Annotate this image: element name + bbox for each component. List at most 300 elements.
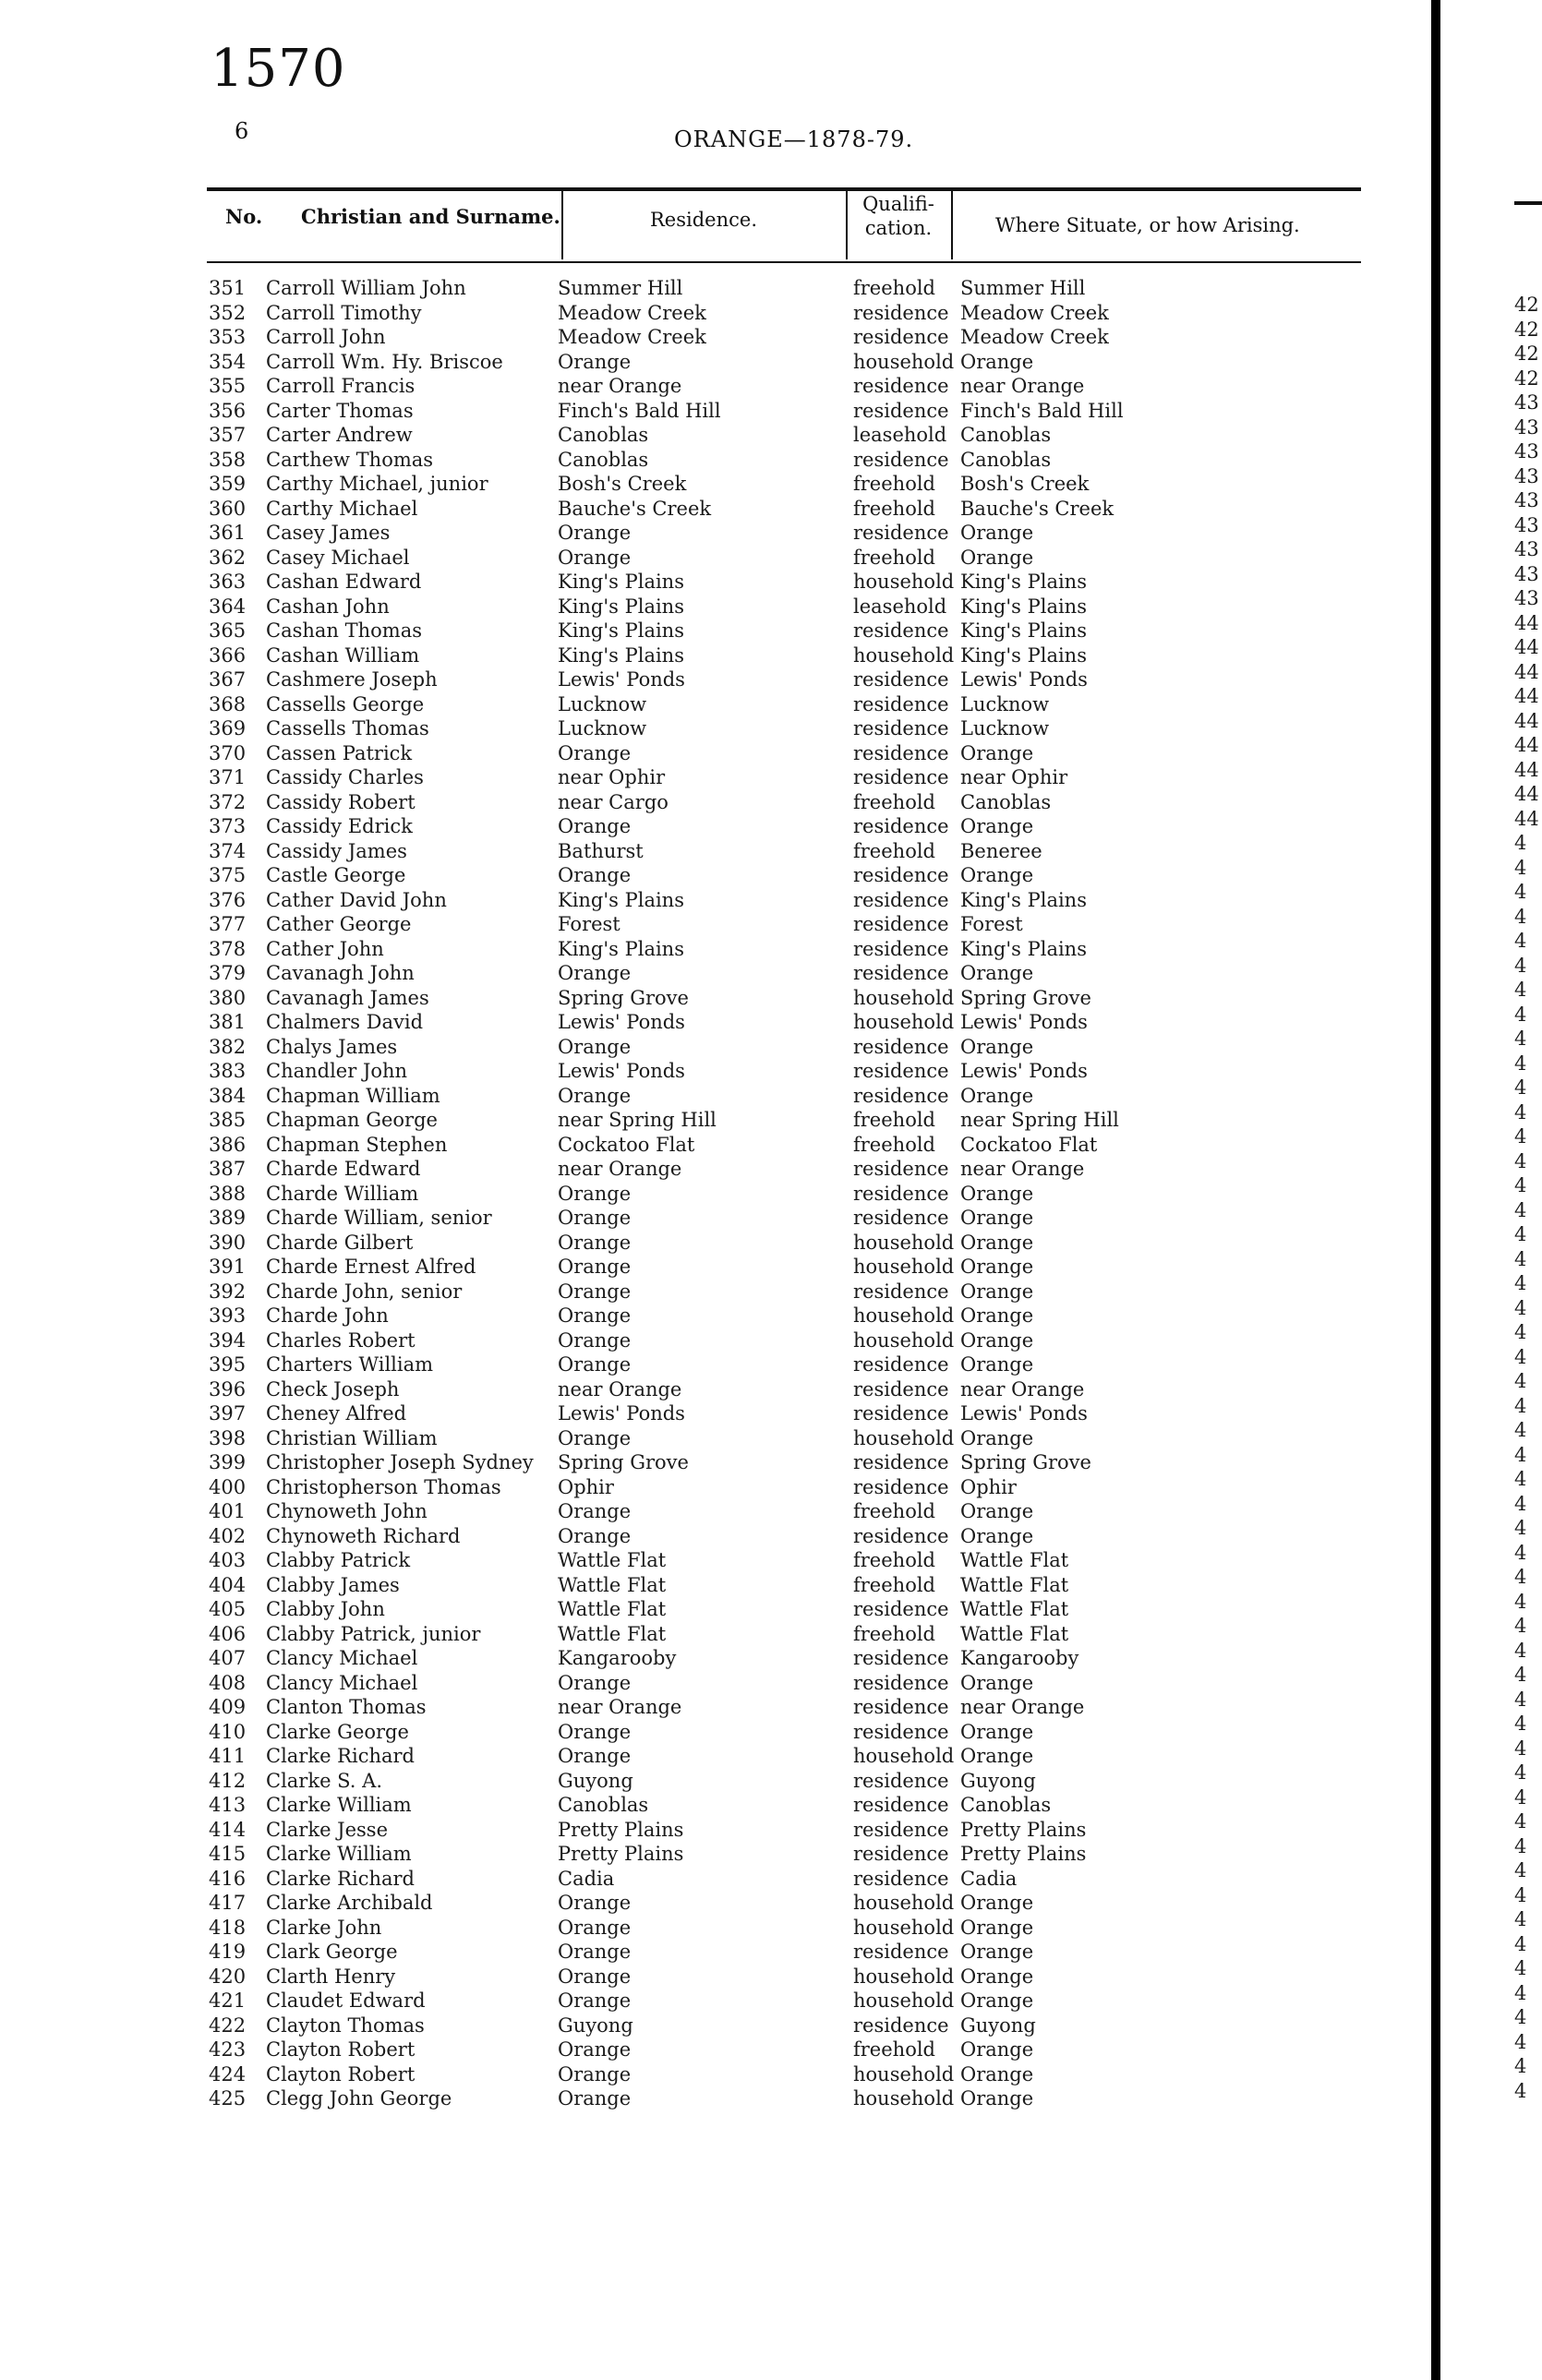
elector-name: Charters William xyxy=(266,1353,434,1376)
entry-number: 389 xyxy=(209,1207,247,1229)
entry-number: 395 xyxy=(209,1353,247,1376)
qualification: residence xyxy=(853,1671,949,1694)
entry-number: 391 xyxy=(209,1256,247,1278)
entry-number: 412 xyxy=(209,1769,247,1792)
table-row xyxy=(0,791,1431,816)
where-situate: Guyong xyxy=(960,1769,1036,1792)
qualification: residence xyxy=(853,692,949,715)
entry-number: 420 xyxy=(209,1965,247,1988)
elector-name: Clancy Michael xyxy=(266,1671,418,1694)
header-top-rule xyxy=(207,187,1361,191)
header-name: Christian and Surname. xyxy=(301,205,560,228)
qualification: residence xyxy=(853,1377,949,1400)
residence: Wattle Flat xyxy=(558,1573,667,1596)
elector-name: Chapman William xyxy=(266,1084,440,1107)
residence: Lewis' Ponds xyxy=(558,1011,685,1033)
elector-name: Cather George xyxy=(266,913,412,935)
table-row xyxy=(0,693,1431,718)
qualification: residence xyxy=(853,1207,949,1229)
entry-number: 421 xyxy=(209,1989,247,2012)
where-situate: Bauche's Creek xyxy=(960,497,1114,520)
elector-name: Cassells Thomas xyxy=(266,717,429,739)
elector-name: Cassells George xyxy=(266,692,425,715)
where-situate: Orange xyxy=(960,1182,1034,1205)
qualification: residence xyxy=(853,815,949,837)
elector-name: Clarke Jesse xyxy=(266,1818,388,1841)
elector-name: Cassidy Charles xyxy=(266,766,424,788)
residence: Bauche's Creek xyxy=(558,497,712,520)
adjacent-page-number: 4 xyxy=(1514,930,1527,952)
residence: Guyong xyxy=(558,2013,633,2037)
table-row xyxy=(0,1525,1431,1550)
table-row xyxy=(0,1696,1431,1721)
adjacent-page-rule xyxy=(1514,201,1542,205)
entry-number: 358 xyxy=(209,448,247,471)
elector-name: Clabby James xyxy=(266,1573,400,1596)
residence: King's Plains xyxy=(558,619,684,642)
residence: Wattle Flat xyxy=(558,1549,667,1571)
elector-list xyxy=(0,277,1431,2112)
adjacent-page-number: 4 xyxy=(1514,1394,1527,1417)
adjacent-page-number: 4 xyxy=(1514,1125,1527,1148)
adjacent-page-number: 4 xyxy=(1514,1003,1527,1026)
table-row xyxy=(0,1036,1431,1061)
table-row xyxy=(0,1819,1431,1844)
adjacent-page-number: 4 xyxy=(1514,1443,1527,1466)
entry-number: 394 xyxy=(209,1328,247,1352)
residence: near Ophir xyxy=(558,766,666,788)
adjacent-page-number: 4 xyxy=(1514,1761,1527,1784)
table-row xyxy=(0,473,1431,498)
adjacent-page-number: 4 xyxy=(1514,1028,1527,1050)
adjacent-page-number: 4 xyxy=(1514,1566,1527,1588)
qualification: freehold xyxy=(853,790,935,813)
where-situate: Orange xyxy=(960,741,1034,764)
elector-name: Clabby Patrick xyxy=(266,1549,411,1571)
entry-number: 400 xyxy=(209,1475,247,1498)
where-situate: Orange xyxy=(960,1353,1034,1376)
table-row xyxy=(0,889,1431,914)
qualification: residence xyxy=(853,1451,949,1473)
entry-number: 353 xyxy=(209,326,247,348)
table-row xyxy=(0,302,1431,327)
table-row xyxy=(0,1989,1431,2014)
where-situate: Orange xyxy=(960,1916,1034,1939)
entry-number: 376 xyxy=(209,888,247,911)
adjacent-page-number: 4 xyxy=(1514,1541,1527,1564)
qualification: residence xyxy=(853,1598,949,1620)
elector-name: Cashan Thomas xyxy=(266,619,422,642)
entry-number: 392 xyxy=(209,1280,247,1303)
where-situate: Orange xyxy=(960,1941,1034,1963)
adjacent-page-number: 4 xyxy=(1514,2055,1527,2077)
adjacent-page-number: 4 xyxy=(1514,1198,1527,1221)
residence: Lewis' Ponds xyxy=(558,668,685,691)
entry-number: 360 xyxy=(209,497,247,520)
table-row xyxy=(0,1843,1431,1868)
where-situate: Lewis' Ponds xyxy=(960,668,1088,691)
where-situate: Orange xyxy=(960,815,1034,837)
elector-name: Christian William xyxy=(266,1426,438,1449)
where-situate: Lucknow xyxy=(960,717,1050,739)
elector-name: Carter Thomas xyxy=(266,399,414,422)
elector-name: Clarke John xyxy=(266,1916,382,1939)
elector-name: Chalys James xyxy=(266,1035,398,1058)
where-situate: Orange xyxy=(960,1671,1034,1694)
entry-number: 377 xyxy=(209,913,247,935)
residence: King's Plains xyxy=(558,571,684,593)
table-row xyxy=(0,1353,1431,1378)
residence: Spring Grove xyxy=(558,1451,689,1473)
entry-number: 414 xyxy=(209,1818,247,1841)
adjacent-page-number: 4 xyxy=(1514,1468,1527,1490)
adjacent-page-number: 4 xyxy=(1514,1149,1527,1172)
adjacent-page-number: 4 xyxy=(1514,1834,1527,1857)
residence: Lucknow xyxy=(558,717,647,739)
qualification: leasehold xyxy=(853,424,947,446)
where-situate: near Orange xyxy=(960,1696,1085,1718)
table-row xyxy=(0,668,1431,693)
where-situate: Orange xyxy=(960,2062,1034,2086)
adjacent-page-number: 4 xyxy=(1514,905,1527,928)
where-situate: Lucknow xyxy=(960,692,1050,715)
page-number: 6 xyxy=(235,118,249,144)
entry-number: 399 xyxy=(209,1451,247,1473)
table-row xyxy=(0,815,1431,840)
adjacent-page-number: 43 xyxy=(1514,391,1539,414)
elector-name: Cather David John xyxy=(266,888,447,911)
qualification: residence xyxy=(853,1475,949,1498)
where-situate: Orange xyxy=(960,522,1034,544)
entry-number: 359 xyxy=(209,473,247,495)
qualification: residence xyxy=(853,1941,949,1963)
where-situate: Orange xyxy=(960,1304,1034,1327)
table-row xyxy=(0,400,1431,425)
residence: Lucknow xyxy=(558,692,647,715)
residence: Orange xyxy=(558,522,632,544)
adjacent-page-number: 44 xyxy=(1514,660,1539,683)
where-situate: King's Plains xyxy=(960,595,1087,618)
residence: Meadow Creek xyxy=(558,326,706,348)
qualification: residence xyxy=(853,668,949,691)
table-row xyxy=(0,1158,1431,1183)
residence: Lewis' Ponds xyxy=(558,1060,685,1082)
entry-number: 373 xyxy=(209,815,247,837)
elector-name: Cather John xyxy=(266,937,384,960)
qualification: residence xyxy=(853,1060,949,1082)
elector-name: Clarke Richard xyxy=(266,1867,415,1890)
qualification: household xyxy=(853,1328,955,1352)
adjacent-page-number: 4 xyxy=(1514,1908,1527,1930)
adjacent-page-number: 4 xyxy=(1514,1517,1527,1539)
adjacent-page-number: 44 xyxy=(1514,783,1539,805)
residence: Orange xyxy=(558,1231,632,1254)
residence: Canoblas xyxy=(558,424,649,446)
adjacent-page-number: 43 xyxy=(1514,513,1539,536)
where-situate: King's Plains xyxy=(960,937,1087,960)
entry-number: 384 xyxy=(209,1084,247,1107)
header-where: Where Situate, or how Arising. xyxy=(995,214,1300,236)
table-row xyxy=(0,326,1431,351)
entry-number: 415 xyxy=(209,1843,247,1865)
qualification: freehold xyxy=(853,2038,935,2061)
elector-name: Christopher Joseph Sydney xyxy=(266,1451,534,1473)
where-situate: near Orange xyxy=(960,375,1085,397)
residence: Summer Hill xyxy=(558,277,683,299)
residence: Orange xyxy=(558,1084,632,1107)
elector-name: Castle George xyxy=(266,864,406,886)
header-qualification: Qualifi-cation. xyxy=(862,193,934,239)
qualification: household xyxy=(853,1965,955,1988)
where-situate: Forest xyxy=(960,913,1023,935)
adjacent-page-number: 43 xyxy=(1514,415,1539,439)
adjacent-page-number: 4 xyxy=(1514,2079,1527,2102)
adjacent-page-number: 4 xyxy=(1514,856,1527,879)
adjacent-page-number: 4 xyxy=(1514,1615,1527,1637)
header-residence: Residence. xyxy=(650,209,757,231)
where-situate: Orange xyxy=(960,1035,1034,1058)
entry-number: 357 xyxy=(209,424,247,446)
adjacent-page-number: 4 xyxy=(1514,2030,1527,2053)
entry-number: 368 xyxy=(209,692,247,715)
qualification: residence xyxy=(853,1353,949,1376)
qualification: residence xyxy=(853,937,949,960)
entry-number: 388 xyxy=(209,1182,247,1205)
qualification: residence xyxy=(853,1158,949,1180)
table-row xyxy=(0,1011,1431,1036)
qualification: leasehold xyxy=(853,595,947,618)
adjacent-page-number: 43 xyxy=(1514,538,1539,560)
qualification: household xyxy=(853,1426,955,1449)
qualification: household xyxy=(853,1256,955,1278)
residence: Cadia xyxy=(558,1867,615,1890)
where-situate: Orange xyxy=(960,1084,1034,1107)
residence: Orange xyxy=(558,962,632,984)
table-row xyxy=(0,1060,1431,1085)
column-divider xyxy=(846,191,848,259)
qualification: residence xyxy=(853,1696,949,1718)
entry-number: 424 xyxy=(209,2062,247,2086)
entry-number: 379 xyxy=(209,962,247,984)
where-situate: Wattle Flat xyxy=(960,1573,1069,1596)
residence: Bathurst xyxy=(558,839,644,862)
elector-name: Charde John, senior xyxy=(266,1280,463,1303)
elector-name: Clabby Patrick, junior xyxy=(266,1622,481,1645)
table-row xyxy=(0,987,1431,1012)
qualification: freehold xyxy=(853,1500,935,1522)
table-row xyxy=(0,571,1431,595)
adjacent-page-number: 4 xyxy=(1514,1639,1527,1662)
elector-name: Chapman George xyxy=(266,1109,438,1131)
residence: Bosh's Creek xyxy=(558,473,687,495)
where-situate: Lewis' Ponds xyxy=(960,1402,1088,1424)
qualification: household xyxy=(853,571,955,593)
table-row xyxy=(0,277,1431,302)
adjacent-page-number: 44 xyxy=(1514,709,1539,732)
adjacent-page-number: 4 xyxy=(1514,1932,1527,1955)
entry-number: 398 xyxy=(209,1426,247,1449)
adjacent-page-number: 4 xyxy=(1514,1981,1527,2004)
adjacent-page-number: 4 xyxy=(1514,1223,1527,1245)
elector-name: Clark George xyxy=(266,1941,398,1963)
elector-name: Carthew Thomas xyxy=(266,448,434,471)
entry-number: 375 xyxy=(209,864,247,886)
where-situate: near Spring Hill xyxy=(960,1109,1119,1131)
table-row xyxy=(0,595,1431,620)
entry-number: 413 xyxy=(209,1794,247,1816)
adjacent-page-number: 4 xyxy=(1514,1737,1527,1760)
where-situate: King's Plains xyxy=(960,643,1087,667)
residence: Meadow Creek xyxy=(558,301,706,324)
where-situate: Orange xyxy=(960,1426,1034,1449)
qualification: residence xyxy=(853,1867,949,1890)
residence: King's Plains xyxy=(558,643,684,667)
residence: Orange xyxy=(558,1524,632,1547)
residence: Lewis' Ponds xyxy=(558,1402,685,1424)
entry-number: 419 xyxy=(209,1941,247,1963)
qualification: residence xyxy=(853,1843,949,1865)
elector-name: Carroll Francis xyxy=(266,375,416,397)
where-situate: Cockatoo Flat xyxy=(960,1133,1098,1156)
elector-name: Carter Andrew xyxy=(266,424,413,446)
where-situate: Orange xyxy=(960,2038,1034,2061)
residence: Orange xyxy=(558,1304,632,1327)
residence: Kangarooby xyxy=(558,1647,677,1669)
entry-number: 370 xyxy=(209,741,247,764)
qualification: residence xyxy=(853,766,949,788)
table-row xyxy=(0,449,1431,474)
table-row xyxy=(0,962,1431,987)
qualification: freehold xyxy=(853,1133,935,1156)
qualification: residence xyxy=(853,864,949,886)
where-situate: Wattle Flat xyxy=(960,1622,1069,1645)
where-situate: Spring Grove xyxy=(960,986,1091,1009)
table-row xyxy=(0,1868,1431,1893)
residence: King's Plains xyxy=(558,888,684,911)
table-row xyxy=(0,1427,1431,1452)
table-row xyxy=(0,1598,1431,1623)
residence: Ophir xyxy=(558,1475,614,1498)
residence: Spring Grove xyxy=(558,986,689,1009)
folio-number: 1570 xyxy=(211,39,346,99)
where-situate: Orange xyxy=(960,1256,1034,1278)
entry-number: 396 xyxy=(209,1377,247,1400)
where-situate: Canoblas xyxy=(960,1794,1052,1816)
residence: Orange xyxy=(558,2038,632,2061)
where-situate: Bosh's Creek xyxy=(960,473,1090,495)
residence: Orange xyxy=(558,2062,632,2086)
elector-name: Chandler John xyxy=(266,1060,408,1082)
table-row xyxy=(0,1574,1431,1599)
adjacent-page-number: 4 xyxy=(1514,1713,1527,1735)
adjacent-page-number: 4 xyxy=(1514,954,1527,977)
table-row xyxy=(0,1402,1431,1427)
elector-name: Carroll William John xyxy=(266,277,466,299)
adjacent-page-number: 4 xyxy=(1514,1859,1527,1881)
qualification: residence xyxy=(853,1818,949,1841)
residence: Orange xyxy=(558,350,632,373)
qualification: household xyxy=(853,1011,955,1033)
residence: Orange xyxy=(558,741,632,764)
qualification: residence xyxy=(853,619,949,642)
entry-number: 366 xyxy=(209,643,247,667)
where-situate: Orange xyxy=(960,1720,1034,1743)
adjacent-page-number: 4 xyxy=(1514,1272,1527,1294)
adjacent-page-number: 4 xyxy=(1514,979,1527,1001)
table-row xyxy=(0,1304,1431,1329)
table-row xyxy=(0,1232,1431,1256)
adjacent-page-number: 43 xyxy=(1514,464,1539,487)
elector-name: Clarke William xyxy=(266,1843,412,1865)
elector-name: Claudet Edward xyxy=(266,1989,426,2012)
table-row xyxy=(0,766,1431,791)
where-situate: Orange xyxy=(960,1231,1034,1254)
entry-number: 407 xyxy=(209,1647,247,1669)
table-row xyxy=(0,424,1431,449)
table-row xyxy=(0,1672,1431,1697)
where-situate: Orange xyxy=(960,864,1034,886)
adjacent-page-number: 4 xyxy=(1514,1883,1527,1906)
elector-name: Cassidy Robert xyxy=(266,790,416,813)
elector-name: Cassen Patrick xyxy=(266,741,413,764)
qualification: freehold xyxy=(853,1573,935,1596)
residence: Canoblas xyxy=(558,448,649,471)
qualification: freehold xyxy=(853,1549,935,1571)
elector-name: Carthy Michael xyxy=(266,497,418,520)
where-situate: King's Plains xyxy=(960,888,1087,911)
table-row xyxy=(0,1770,1431,1795)
where-situate: Pretty Plains xyxy=(960,1843,1087,1865)
where-situate: Canoblas xyxy=(960,424,1052,446)
entry-number: 382 xyxy=(209,1035,247,1058)
where-situate: Cadia xyxy=(960,1867,1018,1890)
qualification: household xyxy=(853,1745,955,1767)
entry-number: 397 xyxy=(209,1402,247,1424)
elector-name: Charde William xyxy=(266,1182,419,1205)
qualification: household xyxy=(853,643,955,667)
where-situate: Finch's Bald Hill xyxy=(960,399,1124,422)
residence: King's Plains xyxy=(558,937,684,960)
where-situate: Ophir xyxy=(960,1475,1017,1498)
adjacent-page-number: 4 xyxy=(1514,1370,1527,1392)
table-row xyxy=(0,1256,1431,1280)
where-situate: Wattle Flat xyxy=(960,1549,1069,1571)
entry-number: 390 xyxy=(209,1231,247,1254)
qualification: freehold xyxy=(853,839,935,862)
table-row xyxy=(0,1917,1431,1941)
elector-name: Christopherson Thomas xyxy=(266,1475,501,1498)
elector-name: Chalmers David xyxy=(266,1011,424,1033)
where-situate: Orange xyxy=(960,1524,1034,1547)
residence: Orange xyxy=(558,1965,632,1988)
header-no: No. xyxy=(225,205,263,228)
qualification: residence xyxy=(853,1720,949,1743)
qualification: residence xyxy=(853,326,949,348)
where-situate: Lewis' Ponds xyxy=(960,1060,1088,1082)
adjacent-page-number: 43 xyxy=(1514,562,1539,585)
residence: Pretty Plains xyxy=(558,1843,684,1865)
entry-number: 403 xyxy=(209,1549,247,1571)
table-row xyxy=(0,1965,1431,1990)
elector-name: Clayton Robert xyxy=(266,2062,416,2086)
entry-number: 410 xyxy=(209,1720,247,1743)
table-row xyxy=(0,619,1431,644)
qualification: residence xyxy=(853,1402,949,1424)
adjacent-page-number: 4 xyxy=(1514,1321,1527,1343)
residence: Orange xyxy=(558,546,632,569)
where-situate: Wattle Flat xyxy=(960,1598,1069,1620)
elector-name: Carroll Wm. Hy. Briscoe xyxy=(266,350,503,373)
